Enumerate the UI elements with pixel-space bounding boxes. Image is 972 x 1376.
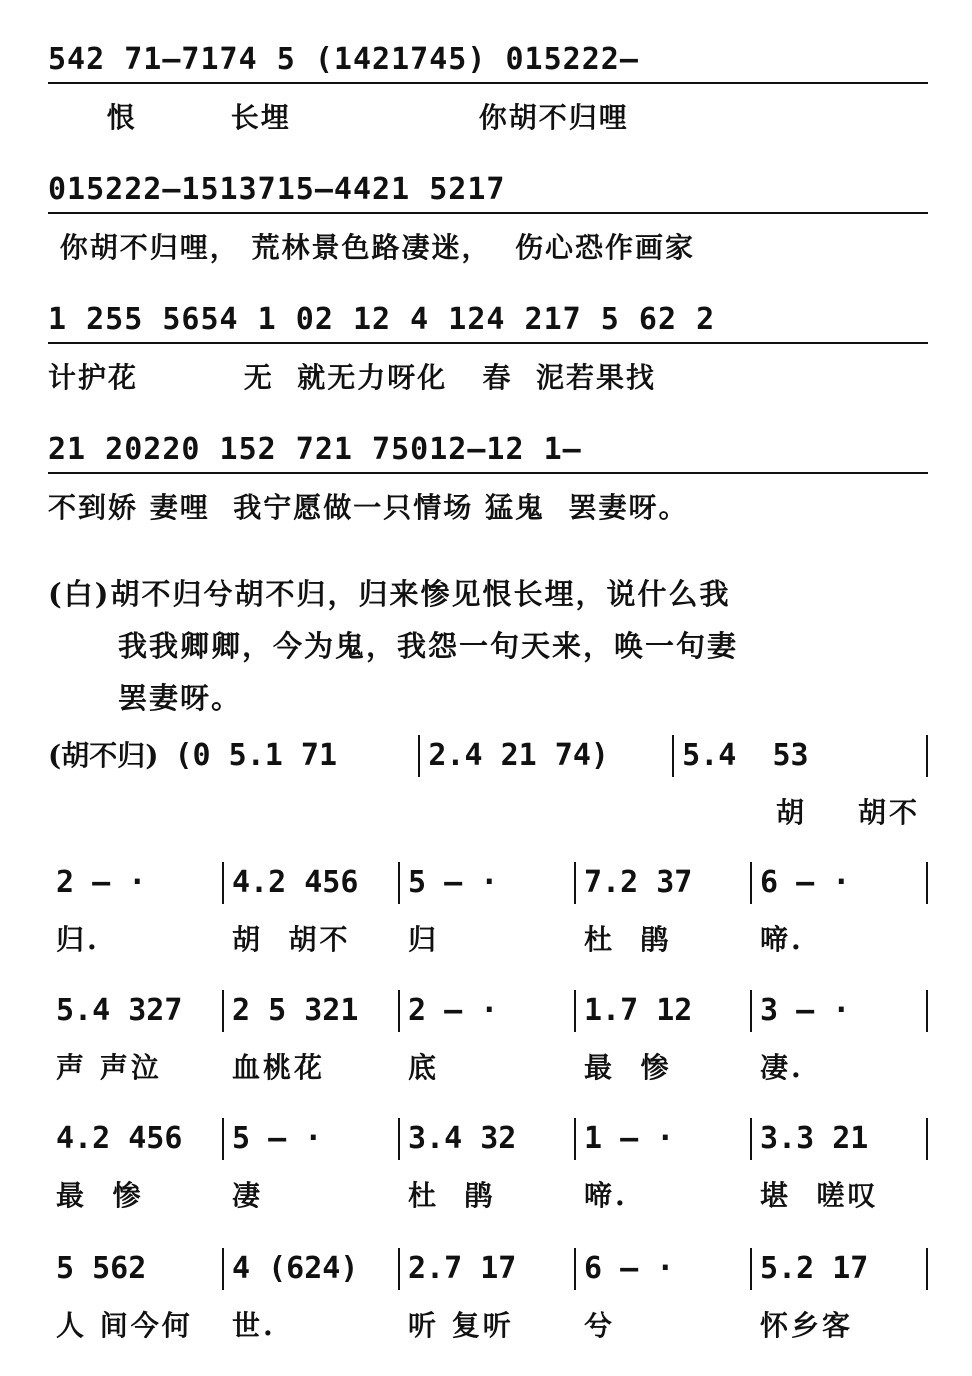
lyric-cell: [458, 793, 693, 833]
lyric-cell: 啼.: [584, 1179, 628, 1212]
measured-row-1: [48, 735, 928, 833]
jianpu-notes: 1 255 5654 1 02 12 4 124 217 5 62 2: [48, 300, 928, 344]
measured-row-4: [48, 1118, 928, 1216]
spoken-line-3: 罢妻呀。: [118, 681, 243, 715]
measure: (0 5.1 71: [167, 735, 421, 777]
measure: 3.4 32: [400, 1118, 576, 1160]
measure: 1 — ·: [576, 1118, 752, 1160]
lyrics-line: 恨 长埋 你胡不归哩: [48, 101, 629, 134]
lyric-cell: 杜 鹃: [584, 923, 672, 956]
measured-row-5: [48, 1248, 928, 1346]
lyric-cell: 听 复听: [408, 1309, 514, 1342]
lyric-cell: 归: [408, 923, 440, 956]
measure: 4.2 456: [224, 862, 400, 904]
measure: 1.7 12: [576, 990, 752, 1032]
measure: 3 — ·: [752, 990, 928, 1032]
measure: 4 (624): [224, 1248, 400, 1290]
lyric-cell: 堪 嗟叹: [760, 1179, 879, 1212]
notation-line-4: [48, 430, 928, 528]
measure-lyrics: [48, 793, 928, 833]
measure-lyrics: [48, 1048, 928, 1088]
lyric-cell: 兮: [584, 1309, 616, 1342]
measured-row-3: [48, 990, 928, 1088]
lyric-cell: 怀乡客: [760, 1309, 854, 1342]
lyric-cell: 人 间今何: [56, 1309, 193, 1342]
measure: 5.2 17: [752, 1248, 928, 1290]
notation-line-1: [48, 40, 928, 138]
lyric-cell: 杜 鹃: [408, 1179, 496, 1212]
lyrics-line: 计护花 无 就无力呀化 春 泥若果找: [48, 361, 656, 394]
lyric-cell: 底: [408, 1051, 440, 1084]
measure: 5.4 327: [48, 990, 224, 1032]
measure-bar: [48, 735, 928, 777]
measure: 4.2 456: [48, 1118, 224, 1160]
measure: 5 — ·: [224, 1118, 400, 1160]
notation-line-3: [48, 300, 928, 398]
measure: 2 — ·: [48, 862, 224, 904]
lyric-cell: 血桃花: [232, 1051, 326, 1084]
measure: 2.4 21 74): [420, 735, 674, 777]
measure-bar: [48, 1118, 928, 1160]
jianpu-notes: 21 20220 152 721 75012—12 1—: [48, 430, 928, 474]
lyric-cell: 归.: [56, 923, 100, 956]
jianpu-notes: 542 71—7174 5 (1421745) 015222—: [48, 40, 928, 84]
measure: 5 562: [48, 1248, 224, 1290]
measure: 6 — ·: [576, 1248, 752, 1290]
lyric-cell: 胡 胡不: [776, 796, 921, 829]
lyric-cell: 最 惨: [584, 1051, 672, 1084]
measure: 5.4 53: [674, 735, 928, 777]
jianpu-notes: 015222—1513715—4421 5217: [48, 170, 928, 214]
lyric-cell: 胡 胡不: [232, 923, 351, 956]
lyric-cell: 啼.: [760, 923, 804, 956]
measure-lyrics: [48, 920, 928, 960]
measure-lyrics: [48, 1306, 928, 1346]
measure: 3.3 21: [752, 1118, 928, 1160]
notation-line-2: [48, 170, 928, 268]
section-label: (胡不归): [48, 739, 159, 772]
lyric-cell: 凄: [232, 1179, 264, 1212]
lyric-cell: 最 惨: [56, 1179, 144, 1212]
measure: 2 5 321: [224, 990, 400, 1032]
lyric-cell: 凄.: [760, 1051, 804, 1084]
lyrics-line: 不到娇 妻哩 我宁愿做一只情场 猛鬼 罢妻呀。: [48, 491, 689, 524]
spoken-line-2: 我我卿卿，今为鬼，我怨一句天来，唤一句妻: [118, 629, 739, 663]
lyrics-line: 你胡不归哩， 荒林景色路凄迷， 伤心恐作画家: [48, 231, 695, 264]
measure: 7.2 37: [576, 862, 752, 904]
measure: 6 — ·: [752, 862, 928, 904]
lyric-cell: 世.: [232, 1309, 276, 1342]
measure-bar: [48, 862, 928, 904]
measure-bar: [48, 990, 928, 1032]
lyric-cell: 声 声泣: [56, 1051, 162, 1084]
measured-row-2: [48, 862, 928, 960]
spoken-passage: [48, 568, 928, 724]
spoken-line-1: (白)胡不归兮胡不归，归来惨见恨长埋，说什么我: [48, 577, 731, 611]
lyric-cell: [48, 793, 458, 833]
measure-bar: [48, 1248, 928, 1290]
measure: 2 — ·: [400, 990, 576, 1032]
measure-lyrics: [48, 1176, 928, 1216]
measure: 5 — ·: [400, 862, 576, 904]
measure: 2.7 17: [400, 1248, 576, 1290]
